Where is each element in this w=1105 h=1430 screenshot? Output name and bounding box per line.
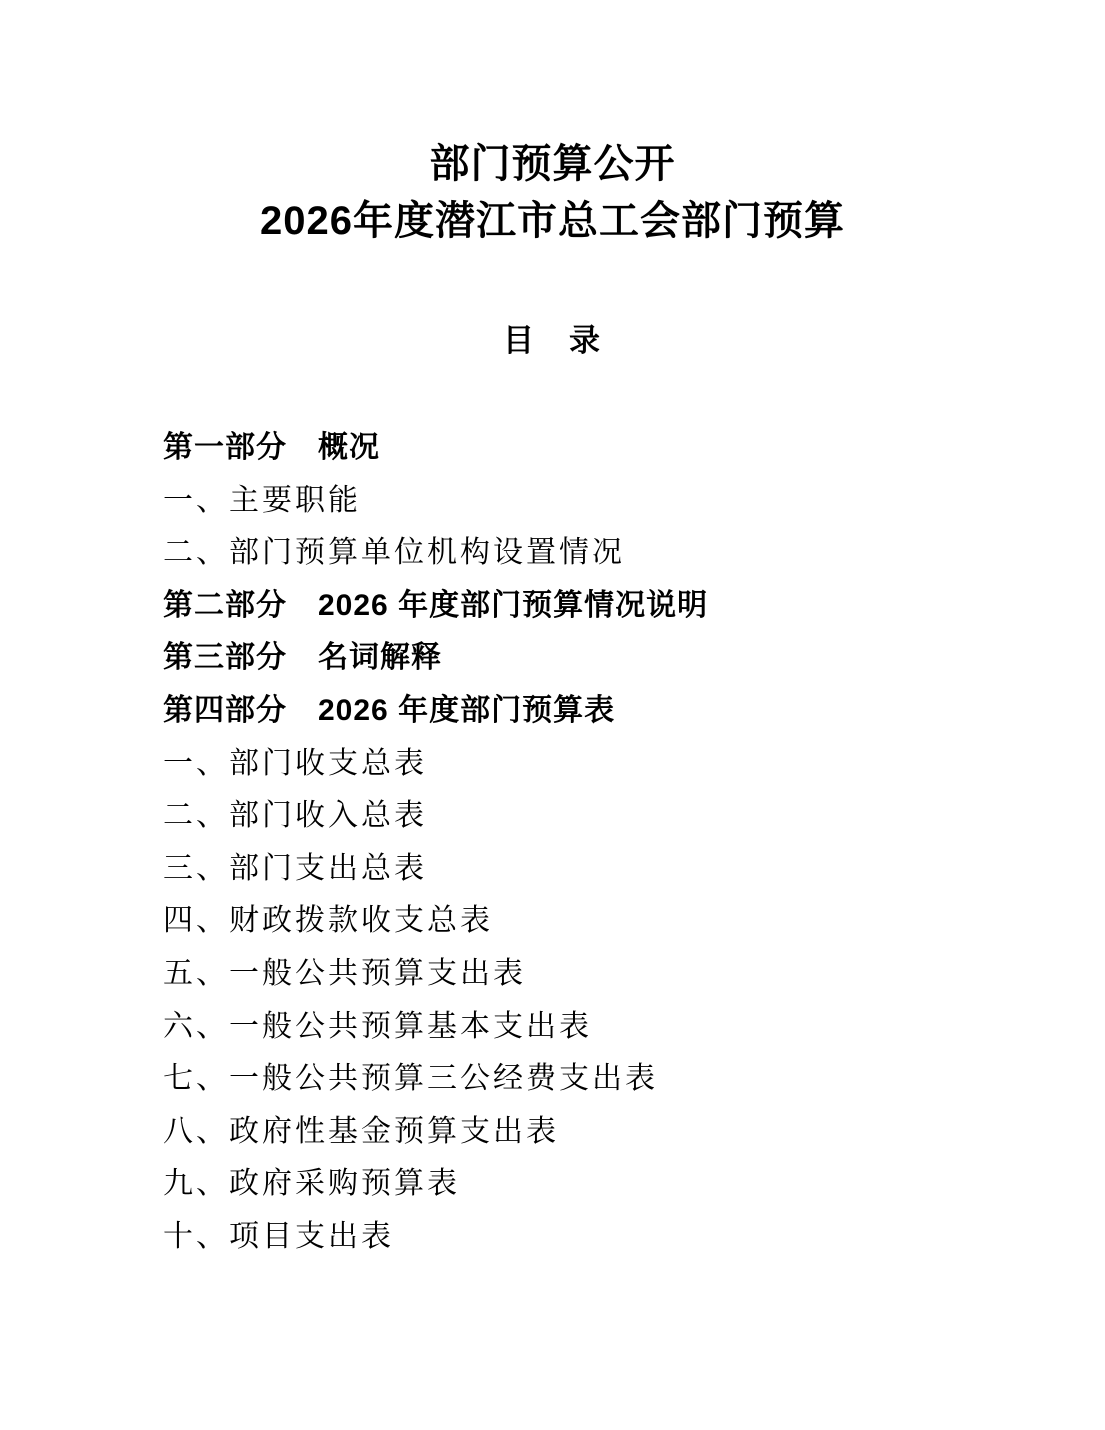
toc-title: 目 录 bbox=[503, 323, 602, 358]
toc-entry: 八、政府性基金预算支出表 bbox=[163, 1114, 559, 1148]
toc-entry: 十、项目支出表 bbox=[163, 1219, 394, 1253]
toc-entry: 九、政府采购预算表 bbox=[163, 1167, 460, 1201]
document-title-line1: 部门预算公开 bbox=[429, 142, 676, 186]
toc-list bbox=[0, 422, 1105, 1264]
toc-entry-part-1: 第一部分 概况 bbox=[163, 431, 380, 464]
toc-entry-part-4: 第四部分 2026 年度部门预算表 bbox=[163, 693, 616, 727]
toc-entry-part-3: 第三部分 名词解释 bbox=[163, 641, 442, 675]
toc-entry: 六、一般公共预算基本支出表 bbox=[163, 1009, 592, 1043]
toc-entry: 一、主要职能 bbox=[163, 483, 361, 517]
toc-entry: 四、财政拨款收支总表 bbox=[163, 904, 493, 938]
toc-entry: 五、一般公共预算支出表 bbox=[163, 956, 526, 990]
toc-entry-part-2: 第二部分 2026 年度部门预算情况说明 bbox=[163, 588, 709, 622]
toc-entry: 二、部门收入总表 bbox=[163, 799, 427, 833]
toc-entry: 三、部门支出总表 bbox=[163, 851, 427, 885]
toc-entry: 二、部门预算单位机构设置情况 bbox=[163, 536, 625, 570]
document-title-line2: 2026年度潜江市总工会部门预算 bbox=[260, 199, 845, 243]
toc-entry: 七、一般公共预算三公经费支出表 bbox=[163, 1062, 658, 1096]
toc-entry: 一、部门收支总表 bbox=[163, 746, 427, 780]
document-header bbox=[0, 0, 1105, 250]
